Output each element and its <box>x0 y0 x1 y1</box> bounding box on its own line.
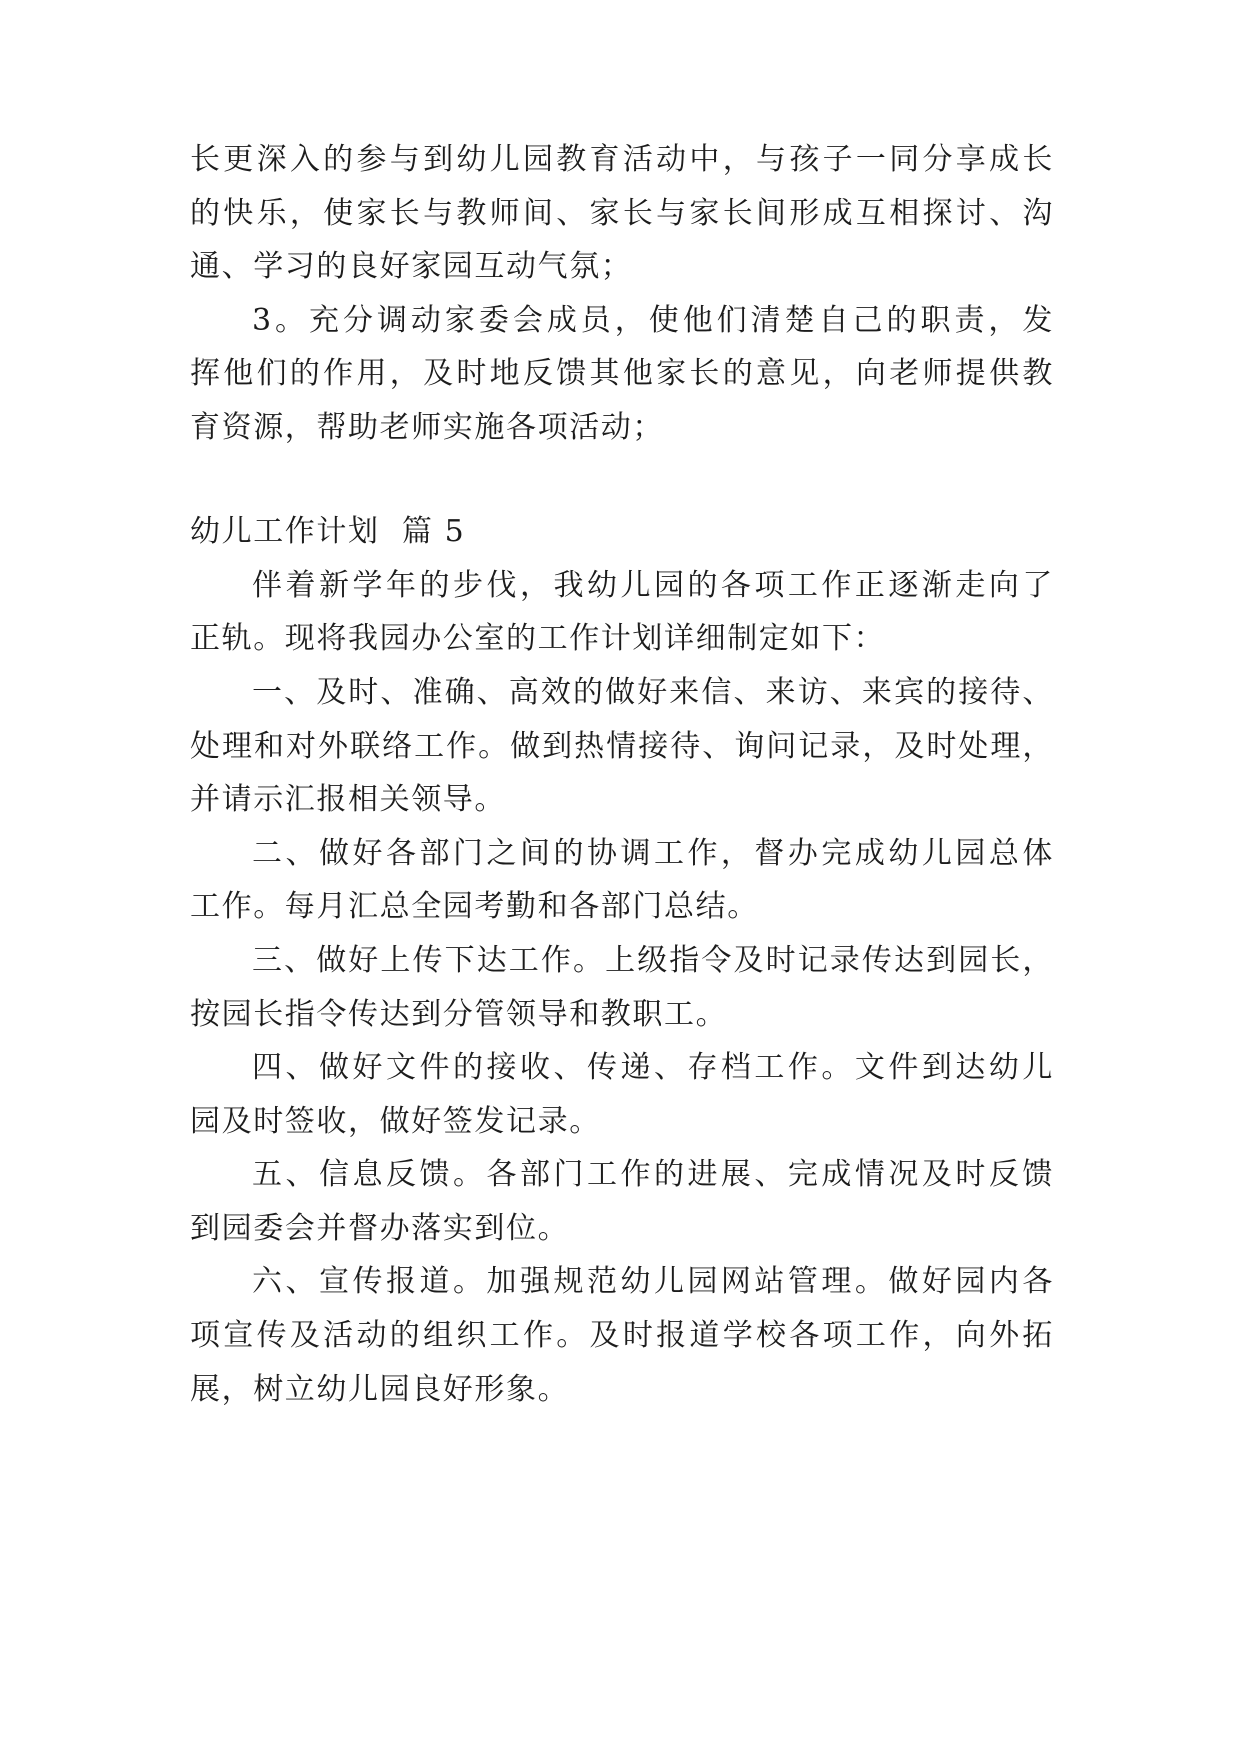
paragraph-line: 的快乐，使家长与教师间、家长与家长间形成互相探讨、沟 <box>190 195 1054 231</box>
paragraph <box>190 1041 1054 1148</box>
paragraph-line: 挥他们的作用，及时地反馈其他家长的意见，向老师提供教 <box>190 356 1054 392</box>
paragraph-line: 五、信息反馈。各部门工作的进展、完成情况及时反馈 <box>252 1157 1054 1193</box>
paragraph-line: 并请示汇报相关领导。 <box>190 782 506 818</box>
paragraph <box>190 133 1054 294</box>
paragraph <box>190 1148 1054 1255</box>
paragraph-line: 正轨。现将我园办公室的工作计划详细制定如下： <box>190 621 886 657</box>
paragraph-line: 一、及时、准确、高效的做好来信、来访、来宾的接待、 <box>252 674 1054 710</box>
paragraph-line: 园及时签收，做好签发记录。 <box>190 1103 601 1139</box>
paragraph-line: 项宣传及活动的组织工作。及时报道学校各项工作，向外拓 <box>190 1318 1054 1354</box>
paragraph <box>190 1255 1054 1416</box>
paragraph-line: 工作。每月汇总全园考勤和各部门总结。 <box>190 889 759 925</box>
paragraph-line: 按园长指令传达到分管领导和教职工。 <box>190 996 728 1032</box>
paragraph-line: 伴着新学年的步伐，我幼儿园的各项工作正逐渐走向了 <box>252 567 1054 603</box>
paragraph <box>190 934 1054 1041</box>
paragraph-line: 通、学习的良好家园互动气氛； <box>190 249 633 285</box>
paragraph-line: 展，树立幼儿园良好形象。 <box>190 1371 570 1407</box>
paragraph <box>190 666 1054 827</box>
paragraph-line: 到园委会并督办落实到位。 <box>190 1210 570 1246</box>
paragraph-line: 六、宣传报道。加强规范幼儿园网站管理。做好园内各 <box>252 1264 1054 1300</box>
paragraph <box>190 827 1054 934</box>
paragraph-line: 三、做好上传下达工作。上级指令及时记录传达到园长， <box>252 942 1054 978</box>
paragraph <box>190 294 1054 455</box>
paragraph <box>190 559 1054 666</box>
paragraph-line: 育资源，帮助老师实施各项活动； <box>190 409 664 445</box>
paragraph-line: 四、做好文件的接收、传递、存档工作。文件到达幼儿 <box>252 1050 1054 1086</box>
document-body <box>190 133 1054 1416</box>
paragraph-line: 长更深入的参与到幼儿园教育活动中，与孩子一同分享成长 <box>190 142 1054 177</box>
paragraph-line: 处理和对外联络工作。做到热情接待、询问记录，及时处理， <box>190 728 1054 764</box>
paragraph-line: 二、做好各部门之间的协调工作，督办完成幼儿园总体 <box>252 835 1054 871</box>
paragraph-line: 3。充分调动家委会成员，使他们清楚自己的职责，发 <box>252 302 1054 338</box>
section-heading: 幼儿工作计划 篇 5 <box>190 514 466 550</box>
